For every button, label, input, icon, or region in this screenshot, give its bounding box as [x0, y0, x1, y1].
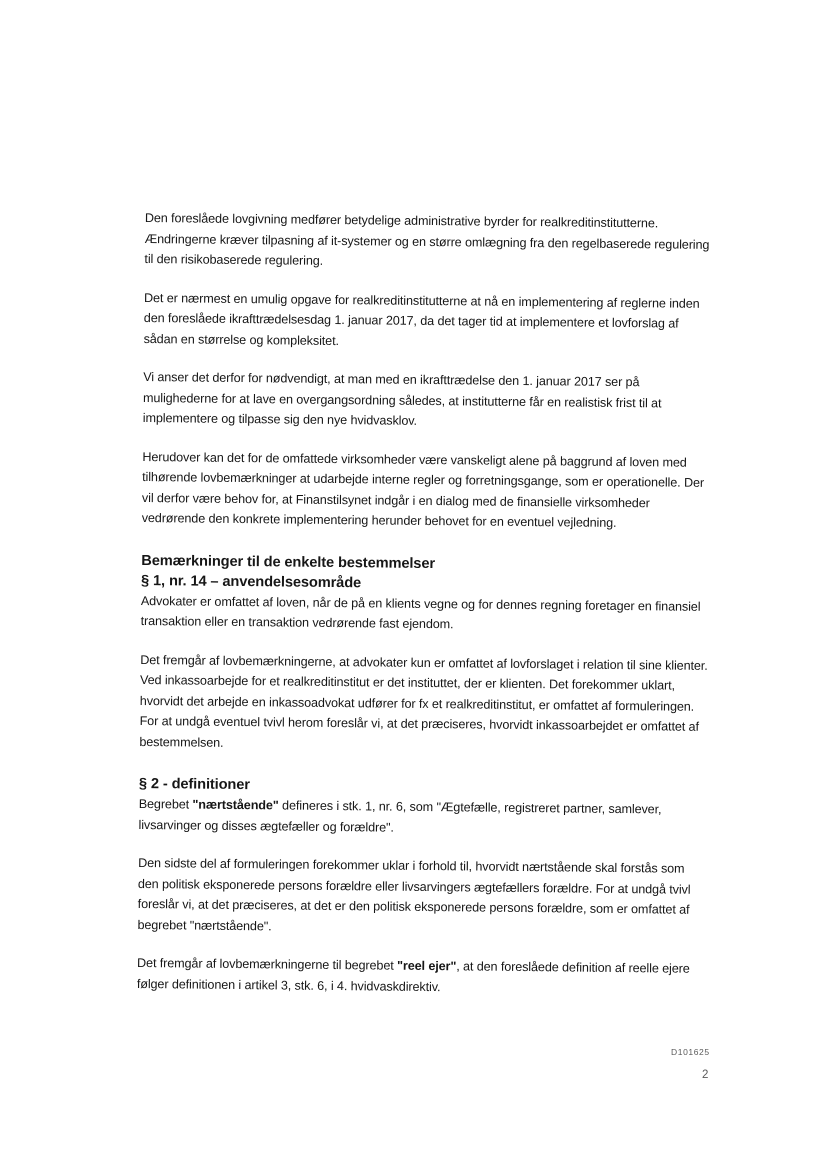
- section-2-paragraph-1: [138, 794, 706, 841]
- term-naertstaaende: "nærtstående": [192, 797, 279, 813]
- intro-paragraph-4: Herudover kan det for de omfattede virksomheder være vanskeligt alene på baggrund af loven med tilhørende lovbemærkninger at udarbejde interne regler og forretningsgange, som er operationelle. Der vil derfor være behov for, at Finanstilsynet indgår i en dialog med de finansielle virksomheder vedrørende den konkrete implementering herunder behovet for en eventuel vejledning.: [141, 449, 705, 530]
- intro-paragraph-3: Vi anser det derfor for nødvendigt, at man med en ikrafttrædelse den 1. januar 2017 ser på mulighederne for at lave en overgangsordning således, at institutterne får en realistisk frist til at implementere og tilpasse sig den nye hvidvasklov.: [142, 369, 662, 428]
- section-heading-definitions: § 2 - definitioner: [138, 775, 250, 794]
- section-subheading-scope: § 1, nr. 14 – anvendelsesområde: [141, 572, 362, 591]
- section-1-headings: [141, 550, 709, 596]
- document-id: D101625: [671, 1047, 710, 1057]
- section-heading-remarks: Bemærkninger til de enkelte bestemmelser: [141, 552, 436, 572]
- document-body: [137, 208, 713, 1018]
- term-reel-ejer: "reel ejer": [397, 958, 457, 974]
- intro-paragraph-2: Det er nærmest en umulig opgave for realkreditinstitutterne at nå en implementering af reglerne inden den foreslåede ikrafttrædelsesdag 1. januar 2017, da det tager tid at implementere et lovforslag af sådan en størrelse og kompleksitet.: [143, 290, 700, 348]
- reel-ejer-suffix: , at den foreslåede definition af reelle ejere følger definitionen i artikel 3, stk. 6, i 4. hvidvaskdirektiv.: [136, 959, 690, 994]
- reel-ejer-prefix: Det fremgår af lovbemærkningerne til begrebet: [137, 955, 398, 973]
- section-1-paragraph-2: Det fremgår af lovbemærkningerne, at advokater kun er omfattet af lovforslaget i relation til sine klienter. Ved inkassoarbejde for et realkreditinstitut er det instituttet, der er klienten. Det forekommer uklart, hvorvidt det arbejde en inkassoadvokat udfører for fx et realkreditinstitut, er omfattet af formuleringen. For at undgå eventuel tvivl herom foreslår vi, at det præciseres, hvorvidt inkassoarbejdet er omfattet af bestemmelsen.: [139, 652, 708, 750]
- intro-paragraph-1: Den foreslåede lovgivning medfører betydelige administrative byrder for realkreditinstitutterne. Ændringerne kræver tilpasning af it-systemer og en større omlægning fra den regelbaserede regulering til den risikobaserede regulering.: [144, 210, 710, 268]
- page-number: 2: [702, 1069, 709, 1081]
- definition-suffix: defineres i stk. 1, nr. 6, som "Ægtefælle, registreret partner, samlever, livsarvinger og disses ægtefæller og forældre".: [138, 798, 662, 835]
- section-2-paragraph-3: [137, 953, 705, 1000]
- section-1-paragraph-1: Advokater er omfattet af loven, når de på en klients vegne og for dennes regning foretager en finansiel transaktion eller en transaktion vedrørende fast ejendom.: [140, 593, 701, 632]
- section-2-paragraph-2: Den sidste del af formuleringen forekommer uklar i forhold til, hvorvidt nærtstående skal forstås som den politisk eksponerede persons forældre eller livsarvingers ægtefællers forældre. For at undgå tvivl foreslår vi, at det præciseres, at det er den politisk eksponerede persons forældre, som er omfattet af begrebet "nærtstående".: [137, 855, 691, 933]
- definition-prefix: Begrebet: [138, 796, 193, 812]
